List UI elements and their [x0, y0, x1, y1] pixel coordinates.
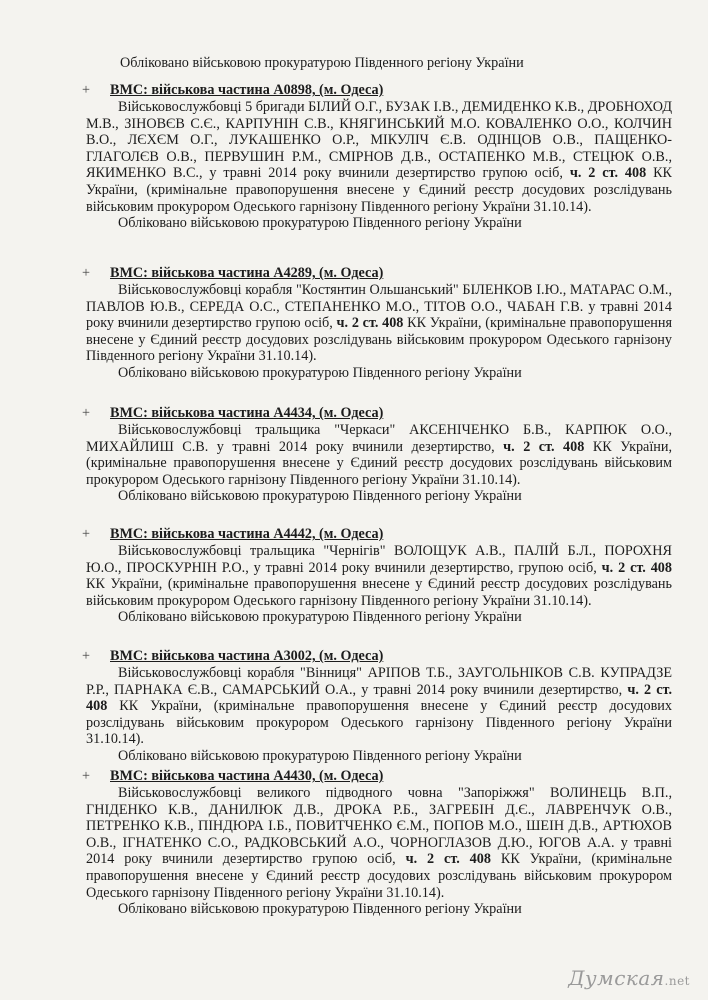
entry [82, 82, 672, 232]
intro-line: Обліковано військовою прокуратурою Південного регіону України [120, 55, 524, 71]
pen-mark-icon: + [82, 405, 91, 421]
entry-body: Військовослужбовці тральщика "Чернігів" ВОЛОЩУК А.В., ПАЛІЙ Б.Л., ПОРОХНЯ Ю.О., ПРОСКУРНІН Р.О., у травні 2014 року вчинили дезертирство, групою осіб, ч. 2 ст. 408 КК України, (кримінальне правопорушення внесене у Єдиний реєстр досудових розслідувань військовим прокурором Одеського гарнізону Південного регіону України 31.10.14). [86, 543, 672, 609]
pen-mark-icon: + [82, 648, 91, 664]
entry-body: Військовослужбовці великого підводного човна "Запоріжжя" ВОЛИНЕЦЬ В.П., ГНІДЕНКО К.В., ДАНИЛЮК Д.В., ДРОКА Р.Б., ЗАГРЕБІН Д.Є., ЛАВРЕНЧУК О.В., ПЕТРЕНКО К.В., ПІНДЮРА І.Б., ПОВИТЧЕНКО Є.М., ПОПОВ М.О., ШЕІН Д.В., АРТЮХОВ О.В., ІГНАТЕНКО С.О., РАДКОВСЬКИЙ А.О., ЧОРНОГЛАЗОВ Д.Ю., ЮГОВ А.А. у травні 2014 року вчинили дезертирство групою осіб, ч. 2 ст. 408 КК України, (кримінальне правопорушення внесене у Єдиний реєстр досудових розслідувань військовим прокурором Одеського гарнізону Південного регіону України 31.10.14). [86, 785, 673, 901]
entry-heading: + ВМС: військова частина А3002, (м. Одеса) [82, 648, 384, 664]
entry-footer: Обліковано військовою прокуратурою Південного регіону України [118, 488, 522, 505]
entry [82, 405, 672, 505]
pen-mark-icon: + [82, 526, 91, 542]
site-watermark: Думская.net [568, 966, 690, 990]
entry-footer: Обліковано військовою прокуратурою Південного регіону України [118, 747, 522, 764]
entry [82, 526, 672, 626]
pen-mark-icon: + [82, 82, 91, 98]
entry-body: Військовослужбовці корабля "Костянтин Ольшанський" БІЛЕНКОВ І.Ю., МАТАРАС О.М., ПАВЛОВ Ю.В., СЕРЕДА О.С., СТЕПАНЕНКО М.О., ТІТОВ О.О., ЧАБАН Г.В. у травні 2014 року вчинили дезертирство групою осіб, ч. 2 ст. 408 КК України, (кримінальне правопорушення внесене у Єдиний реєстр досудових розслідувань військовим прокурором Одеського гарнізону Південного регіону України 31.10.14). [86, 282, 672, 365]
entry [82, 265, 672, 382]
entry-heading: + ВМС: військова частина А0898, (м. Одеса) [82, 82, 384, 98]
entry [82, 768, 672, 918]
entry-heading: + ВМС: військова частина А4289, (м. Одеса) [82, 265, 384, 281]
entry-footer: Обліковано військовою прокуратурою Південного регіону України [118, 215, 522, 232]
entry-body: Військовослужбовці корабля "Вінниця" АРІПОВ Т.Б., ЗАУГОЛЬНІКОВ С.В. КУПРАДЗЕ Р.Р., ПАРНАКА Є.В., САМАРСЬКИЙ О.А., у травні 2014 року вчинили дезертирство, ч. 2 ст. 408 КК України, (кримінальне правопорушення внесене у Єдиний реєстр досудових розслідувань військовим прокурором Одеського гарнізону Південного регіону України 31.10.14). [86, 665, 673, 748]
entry-footer: Обліковано військовою прокуратурою Південного регіону України [118, 364, 522, 381]
entry-body: Військовослужбовці тральщика "Черкаси" АКСЕНІЧЕНКО Б.В., КАРПЮК О.О., МИХАЙЛИШ С.В. у травні 2014 року вчинили дезертирство, ч. 2 ст. 408 КК України, (кримінальне правопорушення внесене у Єдиний реєстр досудових розслідувань військовим прокурором Одеського гарнізону Південного регіону України 31.10.14). [86, 422, 673, 488]
entry-heading: + ВМС: військова частина А4442, (м. Одеса) [82, 526, 384, 542]
entry-heading: + ВМС: військова частина А4434, (м. Одеса) [82, 405, 384, 421]
entry-footer: Обліковано військовою прокуратурою Південного регіону України [118, 609, 522, 626]
pen-mark-icon: + [82, 265, 91, 281]
entry-body: Військовослужбовці 5 бригади БІЛИЙ О.Г., БУЗАК І.В., ДЕМИДЕНКО К.В., ДРОБНОХОД М.В., ЗІНОВЄВ С.Є., КАРПУНІН С.В., КНЯГИНСЬКИЙ М.О. КОВАЛЕНКО О.О., КОЛЧИН В.О., ЛЄХЄМ О.Г., ЛУКАШЕНКО О.Р., МІКУЛІЧ Є.В. ОДІНЦОВ О.В., ПАЩЕНКО-ГЛАГОЛЄВ О.В., ПЕРВУШИН Р.М., СМІРНОВ Д.В., ОСТАПЕНКО М.В., СТЕЦЮК О.В., ЯКИМЕНКО В.С., у травні 2014 року вчинили дезертирство групою осіб, ч. 2 ст. 408 КК України, (кримінальне правопорушення внесене у Єдиний реєстр досудових розслідувань військовим прокурором Одеського гарнізону Південного регіону України 31.10.14). [86, 99, 673, 215]
entry-heading: + ВМС: військова частина А4430, (м. Одеса) [82, 768, 384, 784]
entry-footer: Обліковано військовою прокуратурою Південного регіону України [118, 901, 522, 918]
pen-mark-icon: + [82, 768, 91, 784]
entry [82, 648, 672, 765]
